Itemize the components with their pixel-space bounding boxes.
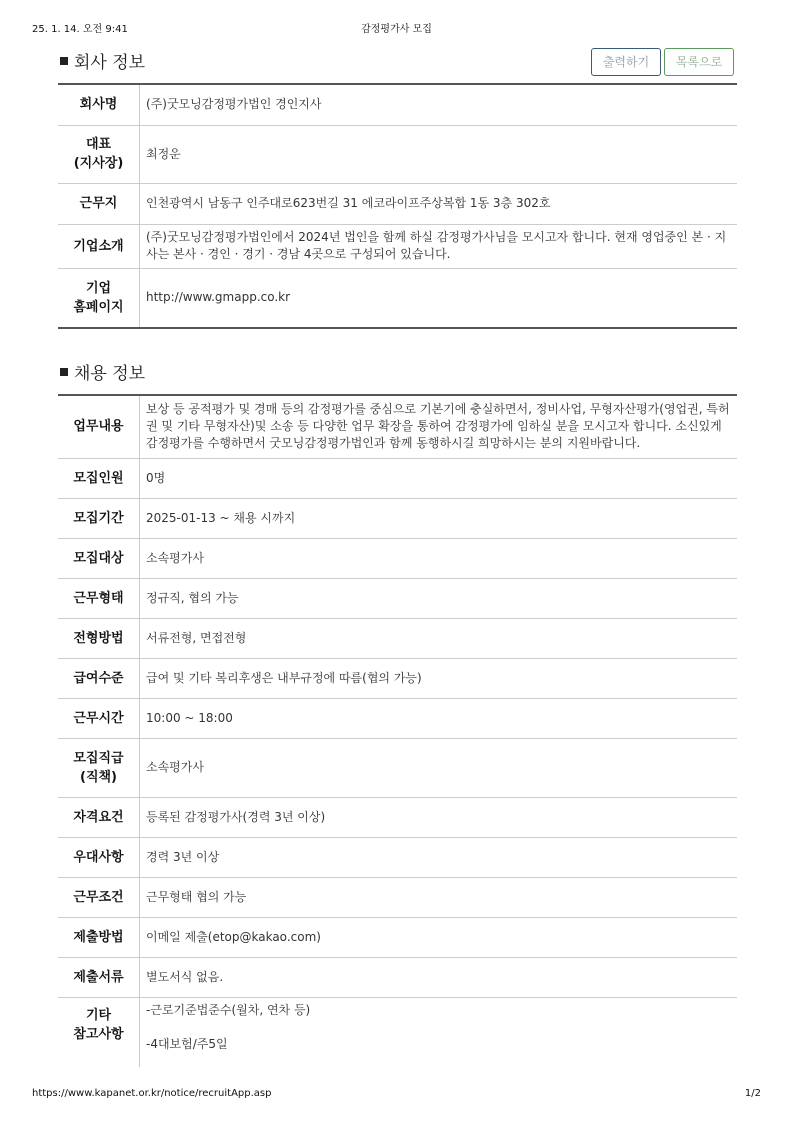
- print-header: [32, 20, 761, 36]
- print-button[interactable]: 출력하기: [591, 48, 661, 76]
- table-row: [58, 698, 737, 738]
- row-value: 근무형태 협의 가능: [146, 889, 247, 904]
- table-row: [58, 458, 737, 498]
- row-value: 보상 등 공적평가 및 경매 등의 감정평가를 중심으로 기본기에 충실하면서, 정비사업, 무형자산평가(영업권, 특허권 및 기타 무형자산)및 소송 등 다양한 업무 확장을 통하여 감정평가에 임하실 분을 모시고자 합니다. 소신있게 감정평가를 수행하면서 굿모닝감정평가법인과 함께 동행하시길 희망하시는 분의 지원바랍니다.: [146, 402, 730, 451]
- row-value: 2025-01-13 ~ 채용 시까지: [146, 510, 296, 525]
- recruit-info-table: [58, 394, 737, 1067]
- row-label: 기업 홈페이지: [58, 268, 140, 328]
- row-label: 제출방법: [58, 917, 140, 957]
- row-label: 모집직급 (직책): [58, 738, 140, 797]
- row-label: 급여수준: [58, 658, 140, 698]
- table-row: [58, 125, 737, 183]
- page-url: https://www.kapanet.or.kr/notice/recruitApp.asp: [32, 1088, 272, 1099]
- row-label: 모집인원: [58, 458, 140, 498]
- table-row: [58, 658, 737, 698]
- table-row: [58, 183, 737, 224]
- row-value: 급여 및 기타 복리후생은 내부규정에 따름(협의 가능): [146, 670, 422, 685]
- row-label: 우대사항: [58, 837, 140, 877]
- row-value: 인천광역시 남동구 인주대로623번길 31 에코라이프주상복합 1동 3층 302호: [146, 196, 551, 210]
- table-row: [58, 84, 737, 125]
- table-row: [58, 997, 737, 1067]
- row-value: 소속평가사: [146, 550, 204, 565]
- recruit-section-title: 채용 정보: [60, 359, 145, 384]
- row-value: (주)굿모닝감정평가법인 경인지사: [146, 97, 322, 112]
- square-bullet-icon: [60, 368, 68, 376]
- row-value: 등록된 감정평가사(경력 3년 이상): [146, 809, 326, 824]
- square-bullet-icon: [60, 57, 68, 65]
- company-section-title: 회사 정보: [60, 48, 145, 73]
- row-value: 10:00 ~ 18:00: [146, 710, 233, 725]
- table-row: [58, 877, 737, 917]
- page-number: 1/2: [744, 1088, 761, 1099]
- table-row: [58, 917, 737, 957]
- table-row: [58, 498, 737, 538]
- row-label: 회사명: [58, 84, 140, 125]
- row-value: (주)굿모닝감정평가법인에서 2024년 법인을 함께 하실 감정평가사님을 모시고자 합니다. 현재 영업중인 본 · 지사는 본사 · 경인 · 경기 · 경남 4곳으로 구성되어 있습니다.: [146, 230, 727, 261]
- table-row: [58, 224, 737, 268]
- company-info-table: [58, 83, 737, 329]
- row-value: 별도서식 없음.: [146, 969, 224, 984]
- table-row: [58, 837, 737, 877]
- row-value: 이메일 제출(etop@kakao.com): [146, 929, 321, 944]
- row-value: 서류전형, 면접전형: [146, 630, 247, 645]
- row-value: 0명: [146, 470, 166, 485]
- row-label: 모집기간: [58, 498, 140, 538]
- row-label: 업무내용: [58, 395, 140, 458]
- row-label: 제출서류: [58, 957, 140, 997]
- row-value: 경력 3년 이상: [146, 849, 220, 864]
- row-value: 소속평가사: [146, 760, 204, 774]
- row-label: 자격요건: [58, 797, 140, 837]
- table-row: [58, 578, 737, 618]
- row-label: 전형방법: [58, 618, 140, 658]
- print-date: 25. 1. 14. 오전 9:41: [32, 24, 128, 35]
- table-row: [58, 957, 737, 997]
- row-label: 기업소개: [58, 224, 140, 268]
- document-title: 감정평가사 모집: [361, 24, 432, 35]
- homepage-link[interactable]: http://www.gmapp.co.kr: [146, 290, 291, 305]
- row-label: 근무시간: [58, 698, 140, 738]
- row-value: -근로기준법준수(월차, 연차 등) -4대보험/주5일: [146, 1002, 311, 1051]
- table-row: [58, 618, 737, 658]
- row-label: 근무형태: [58, 578, 140, 618]
- list-button[interactable]: 목록으로: [664, 48, 734, 76]
- print-footer: [32, 1088, 761, 1102]
- row-value: 정규직, 협의 가능: [146, 590, 239, 605]
- row-label: 근무조건: [58, 877, 140, 917]
- row-label: 기타 참고사항: [58, 997, 140, 1067]
- table-row: [58, 268, 737, 328]
- row-value: 최정운: [146, 146, 181, 161]
- table-row: [58, 797, 737, 837]
- row-label: 대표 (지사장): [58, 125, 140, 183]
- table-row: [58, 538, 737, 578]
- table-row: [58, 395, 737, 458]
- row-label: 모집대상: [58, 538, 140, 578]
- table-row: [58, 738, 737, 797]
- row-label: 근무지: [58, 183, 140, 224]
